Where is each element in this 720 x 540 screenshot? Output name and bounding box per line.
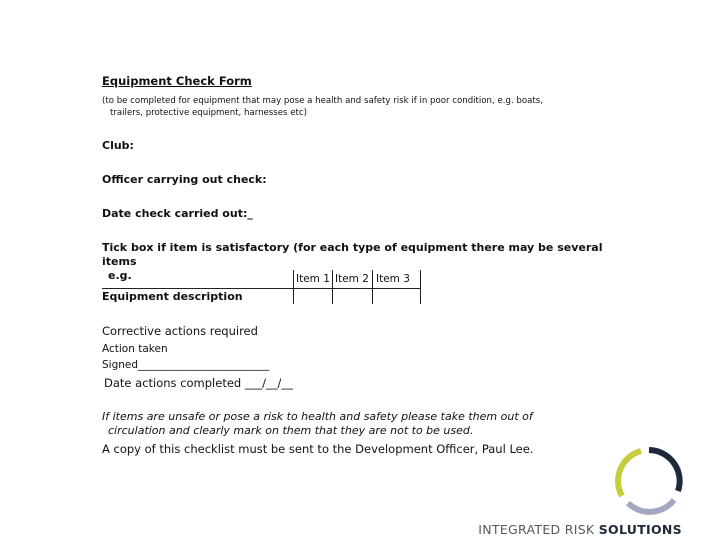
copy-note: A copy of this checklist must be sent to the Development Officer, Paul Lee.	[102, 442, 534, 456]
club-label: Club:	[102, 139, 134, 152]
officer-label: Officer carrying out check:	[102, 173, 267, 186]
corrective-actions-label: Corrective actions required	[102, 324, 258, 338]
equipment-description-label: Equipment description	[102, 290, 243, 303]
signed-line: Signed_________________________	[102, 359, 270, 371]
form-title: Equipment Check Form	[102, 74, 252, 88]
logo-text-light: INTEGRATED RISK	[478, 522, 599, 537]
table-col-divider	[332, 270, 333, 304]
logo-arc-navy	[649, 450, 680, 491]
table-col-divider	[420, 270, 421, 304]
table-row-divider	[102, 288, 420, 289]
tick-instruction-line1: Tick box if item is satisfactory (for each type of equipment there may be several items	[102, 241, 603, 268]
company-logo-ring-icon	[614, 446, 684, 516]
table-col-divider	[293, 270, 294, 304]
logo-arc-gray	[628, 500, 674, 512]
form-note-line1: (to be completed for equipment that may pose a health and safety risk if in poor condition, e.g. boats,	[102, 96, 543, 106]
logo-text-bold: SOLUTIONS	[598, 522, 682, 537]
table-header-item-2: Item 2	[335, 273, 369, 285]
date-completed-line: Date actions completed ___/__/__	[104, 376, 293, 390]
warning-line1: If items are unsafe or pose a risk to health and safety please take them out of	[102, 410, 533, 423]
action-taken-label: Action taken	[102, 343, 168, 355]
tick-instruction-line2: e.g.	[108, 269, 132, 282]
company-logo-text	[478, 522, 682, 537]
table-header-item-1: Item 1	[296, 273, 330, 285]
warning-text	[102, 410, 602, 438]
table-col-divider	[372, 270, 373, 304]
date-check-label: Date check carried out:_	[102, 207, 253, 220]
logo-arc-lime	[618, 451, 641, 496]
form-note-line2: trailers, protective equipment, harnesses etc)	[110, 108, 307, 118]
table-header-item-3: Item 3	[376, 273, 410, 285]
warning-line2: circulation and clearly mark on them that they are not to be used.	[108, 424, 474, 437]
form-note	[102, 95, 612, 119]
